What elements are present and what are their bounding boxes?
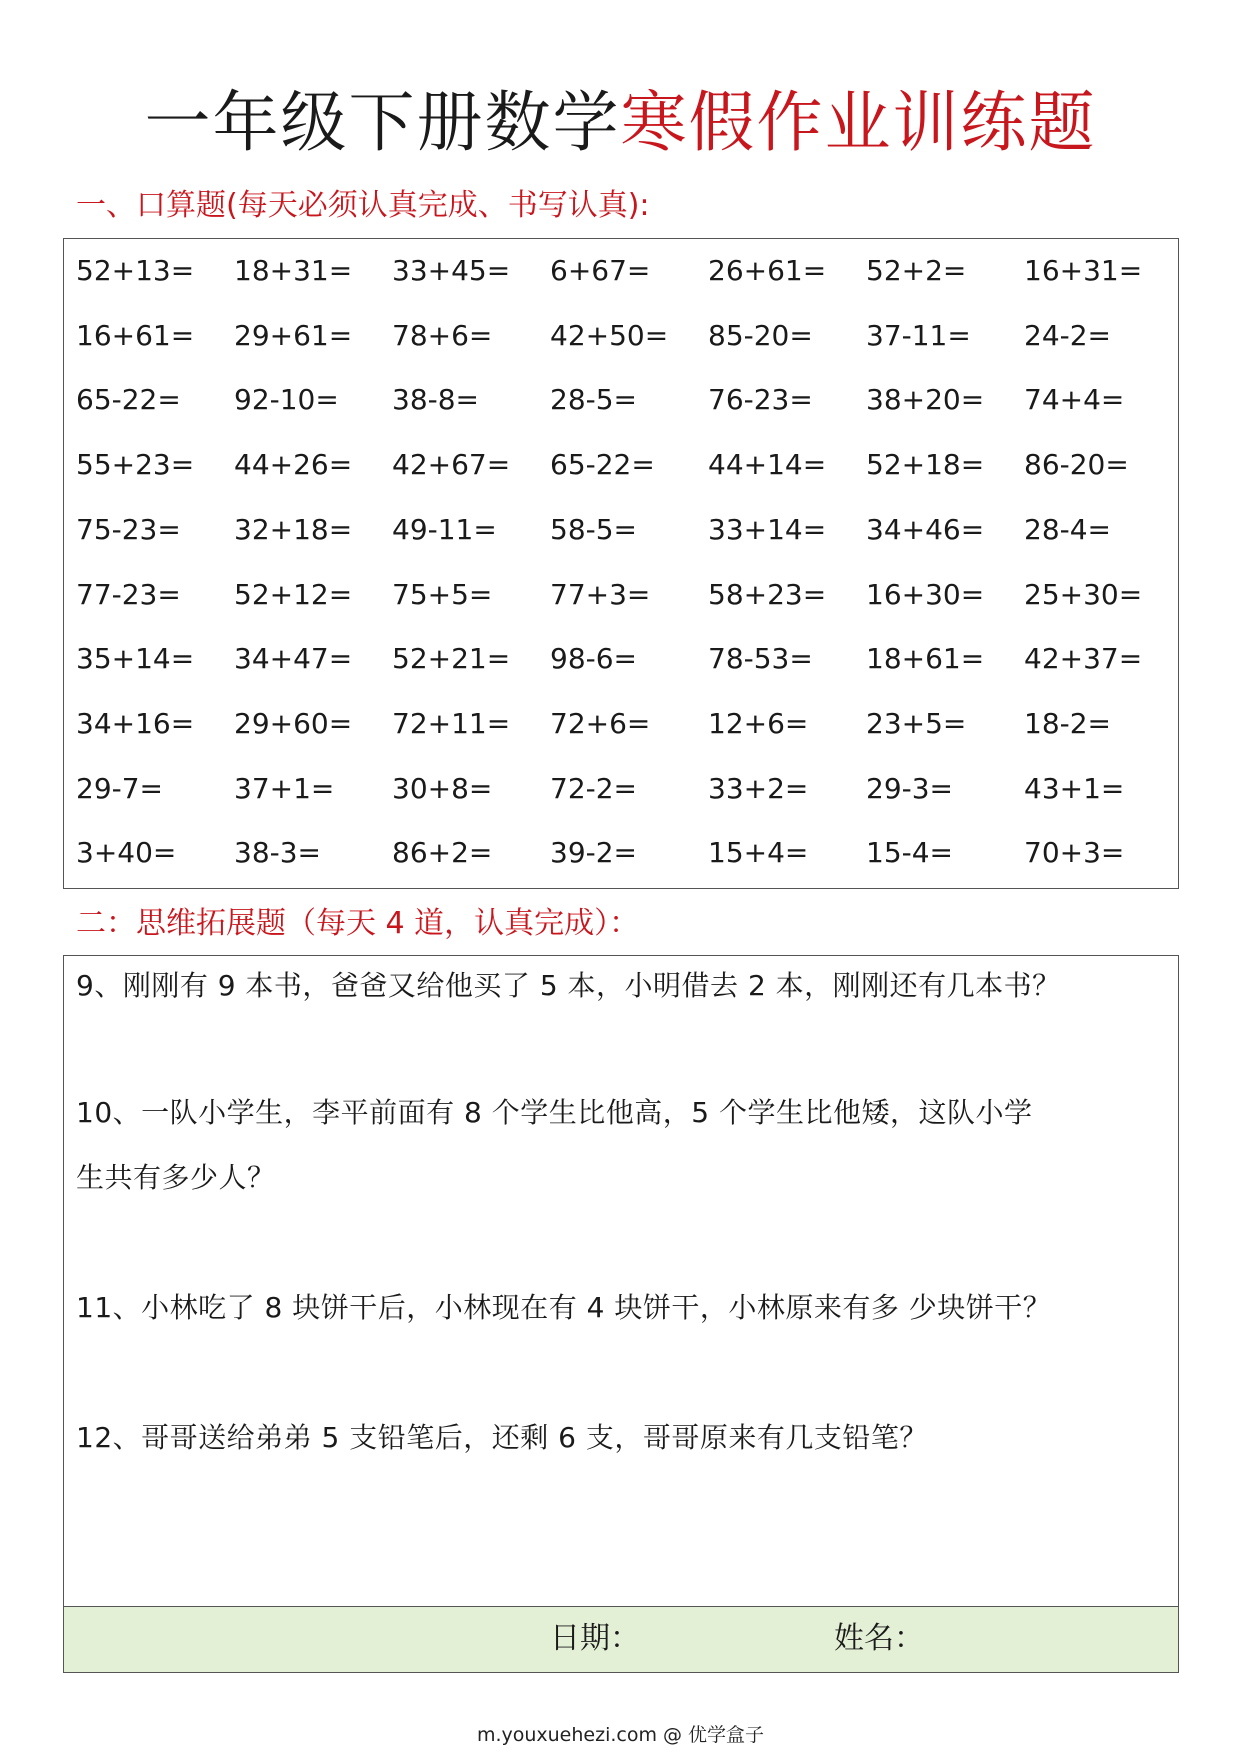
arithmetic-problem: 16+31=: [1024, 254, 1143, 287]
arithmetic-problem: 76-23=: [708, 383, 813, 417]
arithmetic-problem: 42+37=: [1024, 642, 1143, 676]
arithmetic-row: [76, 833, 1176, 873]
arithmetic-problem: 3+40=: [76, 836, 177, 870]
arithmetic-problem: 52+13=: [76, 254, 195, 287]
arithmetic-problem: 74+4=: [1024, 383, 1125, 417]
arithmetic-problem: 42+67=: [392, 448, 511, 482]
arithmetic-problem: 18+61=: [866, 642, 985, 676]
name-label: 姓名：: [834, 1621, 924, 1656]
arithmetic-box: [63, 238, 1179, 889]
arithmetic-problem: 72-2=: [550, 771, 638, 805]
word-problem-line: 11、小林吃了 8 块饼干后，小林现在有 4 块饼干，小林原来有多 少块饼干？: [76, 1291, 1052, 1324]
arithmetic-problem: 29+60=: [234, 706, 353, 740]
arithmetic-problem: 34+47=: [234, 642, 353, 676]
arithmetic-row: [76, 316, 1176, 356]
arithmetic-problem: 52+18=: [866, 448, 985, 482]
arithmetic-problem: 33+2=: [708, 771, 809, 805]
word-problem-line: 12、哥哥送给弟弟 5 支铅笔后，还剩 6 支，哥哥原来有几支铅笔？: [76, 1421, 928, 1454]
arithmetic-problem: 44+14=: [708, 448, 827, 482]
arithmetic-problem: 15+4=: [708, 836, 809, 870]
arithmetic-problem: 12+6=: [708, 706, 809, 740]
arithmetic-problem: 38-3=: [234, 836, 322, 870]
arithmetic-problem: 33+45=: [392, 254, 511, 287]
arithmetic-problem: 38-8=: [392, 383, 480, 417]
word-problems-box: [63, 955, 1179, 1673]
arithmetic-problem: 28-4=: [1024, 512, 1112, 546]
arithmetic-problem: 72+6=: [550, 706, 651, 740]
word-problem-line: 9、刚刚有 9 本书，爸爸又给他买了 5 本，小明借去 2 本，刚刚还有几本书？: [76, 969, 1061, 1002]
footer-bar: [64, 1606, 1178, 1672]
arithmetic-problem: 29-7=: [76, 771, 164, 805]
arithmetic-problem: 77+3=: [550, 577, 651, 611]
arithmetic-problem: 37-11=: [866, 318, 971, 352]
word-problem-line: 10、一队小学生，李平前面有 8 个学生比他高，5 个学生比他矮，这队小学: [76, 1096, 1033, 1129]
arithmetic-problem: 18-2=: [1024, 706, 1112, 740]
title-black: 一年级下册数学: [144, 84, 621, 161]
arithmetic-problem: 85-20=: [708, 318, 813, 352]
arithmetic-problem: 6+67=: [550, 254, 651, 287]
title-red: 寒假作业训练题: [620, 84, 1097, 161]
arithmetic-problem: 33+14=: [708, 512, 827, 546]
arithmetic-problem: 86+2=: [392, 836, 493, 870]
page-title: [0, 78, 1241, 168]
arithmetic-problem: 28-5=: [550, 383, 638, 417]
arithmetic-problem: 23+5=: [866, 706, 967, 740]
arithmetic-problem: 75+5=: [392, 577, 493, 611]
arithmetic-problem: 37+1=: [234, 771, 335, 805]
arithmetic-problem: 70+3=: [1024, 836, 1125, 870]
arithmetic-problem: 65-22=: [76, 383, 181, 417]
arithmetic-problem: 72+11=: [392, 706, 511, 740]
arithmetic-problem: 52+12=: [234, 577, 353, 611]
arithmetic-problem: 42+50=: [550, 318, 669, 352]
arithmetic-problem: 58+23=: [708, 577, 827, 611]
arithmetic-problem: 43+1=: [1024, 771, 1125, 805]
arithmetic-problem: 78-53=: [708, 642, 813, 676]
site-footer: m.youxuehezi.com @ 优学盒子: [476, 1724, 765, 1746]
arithmetic-problem: 16+30=: [866, 577, 985, 611]
arithmetic-problem: 24-2=: [1024, 318, 1112, 352]
arithmetic-problem: 16+61=: [76, 318, 195, 352]
arithmetic-row: [76, 704, 1176, 744]
arithmetic-problem: 29-3=: [866, 771, 954, 805]
word-problem-line: 生共有多少人？: [76, 1161, 276, 1194]
arithmetic-problem: 44+26=: [234, 448, 353, 482]
arithmetic-problem: 58-5=: [550, 512, 638, 546]
arithmetic-row: [76, 445, 1176, 485]
arithmetic-problem: 32+18=: [234, 512, 353, 546]
arithmetic-problem: 49-11=: [392, 512, 497, 546]
arithmetic-problem: 25+30=: [1024, 577, 1143, 611]
arithmetic-problem: 34+46=: [866, 512, 985, 546]
arithmetic-row: [76, 639, 1176, 679]
arithmetic-row: [76, 575, 1176, 615]
arithmetic-problem: 92-10=: [234, 383, 339, 417]
arithmetic-problem: 30+8=: [392, 771, 493, 805]
arithmetic-problem: 52+21=: [392, 642, 511, 676]
arithmetic-problem: 75-23=: [76, 512, 181, 546]
arithmetic-problem: 77-23=: [76, 577, 181, 611]
arithmetic-problem: 18+31=: [234, 254, 353, 287]
arithmetic-problem: 29+61=: [234, 318, 353, 352]
arithmetic-problem: 15-4=: [866, 836, 954, 870]
arithmetic-problem: 38+20=: [866, 383, 985, 417]
arithmetic-problem: 86-20=: [1024, 448, 1129, 482]
arithmetic-problem: 26+61=: [708, 254, 827, 287]
arithmetic-problem: 39-2=: [550, 836, 638, 870]
arithmetic-problem: 34+16=: [76, 706, 195, 740]
arithmetic-problem: 78+6=: [392, 318, 493, 352]
arithmetic-problem: 52+2=: [866, 254, 967, 287]
arithmetic-problem: 35+14=: [76, 642, 195, 676]
arithmetic-row: [76, 251, 1176, 291]
arithmetic-problem: 55+23=: [76, 448, 195, 482]
arithmetic-problem: 65-22=: [550, 448, 655, 482]
arithmetic-problem: 98-6=: [550, 642, 638, 676]
arithmetic-row: [76, 380, 1176, 420]
arithmetic-row: [76, 510, 1176, 550]
section2-heading: 二：思维拓展题（每天 4 道，认真完成）：: [76, 906, 640, 941]
arithmetic-row: [76, 769, 1176, 809]
section1-heading: 一、口算题(每天必须认真完成、书写认真):: [76, 188, 650, 223]
date-label: 日期：: [550, 1621, 640, 1656]
